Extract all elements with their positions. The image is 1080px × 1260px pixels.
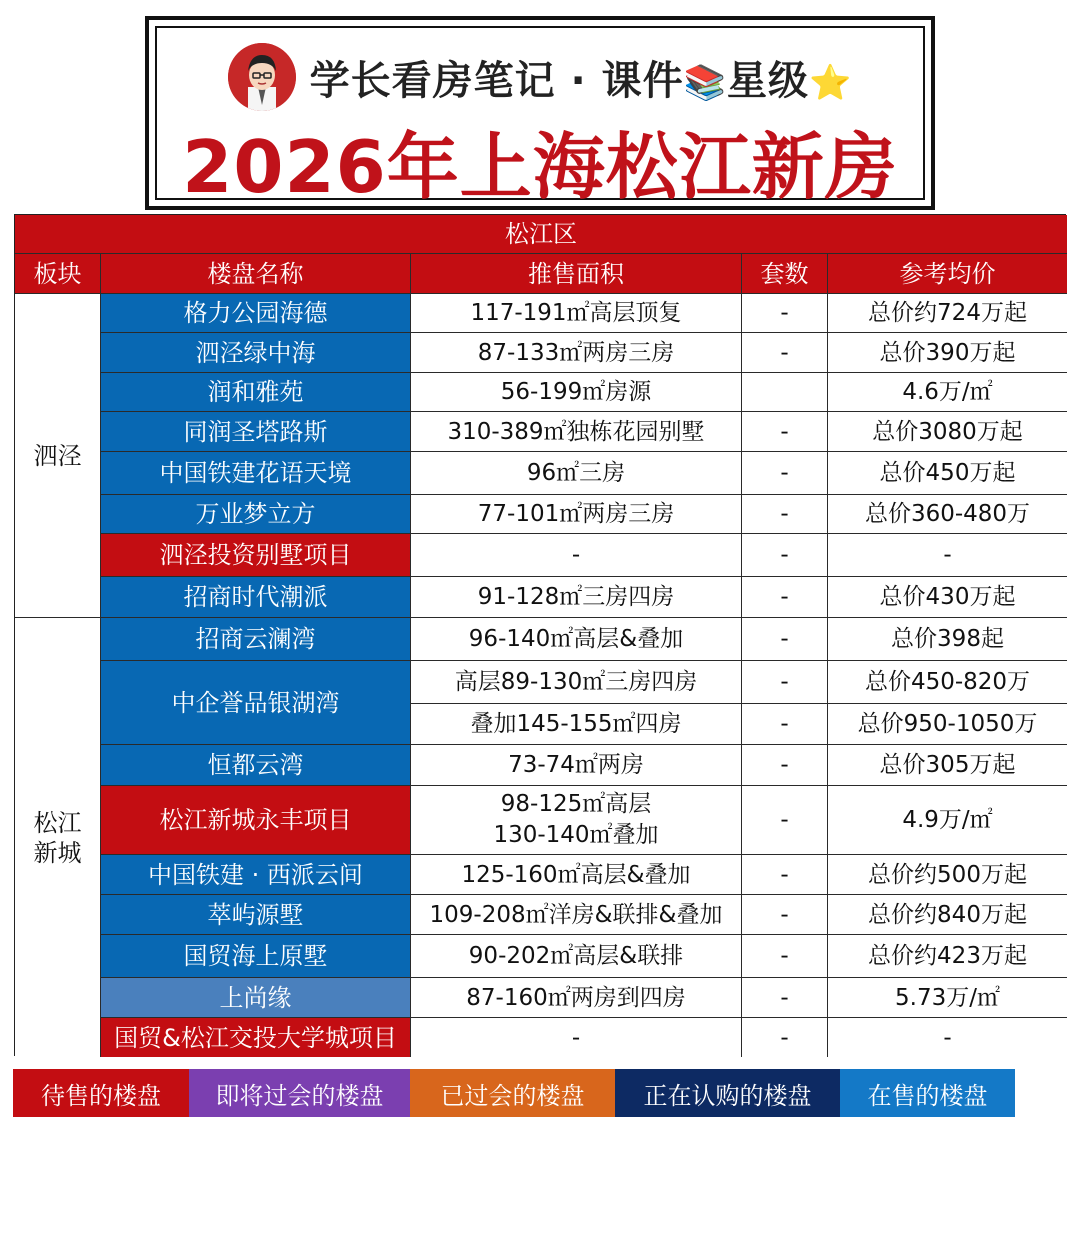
property-name[interactable]: 中国铁建 · 西派云间: [101, 855, 411, 895]
units-cell: -: [742, 452, 828, 495]
area-line: 130-140㎡叠加: [493, 822, 659, 848]
price-cell: -: [828, 1018, 1067, 1057]
property-name[interactable]: 润和雅苑: [101, 373, 411, 412]
cartoon-man-avatar-icon: [228, 43, 296, 111]
units-cell: [742, 373, 828, 412]
books-icon: 📚: [683, 62, 728, 103]
subtitle-row: [157, 42, 923, 112]
units-cell: -: [742, 895, 828, 935]
units-cell: -: [742, 1018, 828, 1057]
property-name[interactable]: 泗泾投资别墅项目: [101, 534, 411, 577]
price-cell: 总价950-1050万: [828, 704, 1067, 745]
area-cell: -: [411, 1018, 742, 1057]
price-cell: -: [828, 534, 1067, 577]
property-name[interactable]: 招商时代潮派: [101, 577, 411, 618]
property-name[interactable]: 松江新城永丰项目: [101, 786, 411, 855]
area-cell: [411, 786, 742, 855]
property-name[interactable]: 国贸海上原墅: [101, 935, 411, 978]
units-cell: -: [742, 294, 828, 333]
price-cell: 5.73万/㎡: [828, 978, 1067, 1018]
legend-item: 已过会的楼盘: [410, 1069, 615, 1117]
property-name[interactable]: 同润圣塔路斯: [101, 412, 411, 452]
legend-item: 在售的楼盘: [840, 1069, 1015, 1117]
price-cell: 总价305万起: [828, 745, 1067, 786]
area-cell: 高层89-130㎡三房四房: [411, 661, 742, 704]
price-cell: 总价约423万起: [828, 935, 1067, 978]
area-cell: 56-199㎡房源: [411, 373, 742, 412]
units-cell: -: [742, 786, 828, 855]
area-line: 98-125㎡高层: [500, 791, 652, 817]
property-name[interactable]: 格力公园海德: [101, 294, 411, 333]
district-header: 松江区: [15, 215, 1067, 254]
units-cell: -: [742, 978, 828, 1018]
area-cell: 87-160㎡两房到四房: [411, 978, 742, 1018]
subtitle-star-label: 星级: [727, 57, 810, 104]
star-icon: ⭐: [809, 62, 853, 103]
area-cell: 96㎡三房: [411, 452, 742, 495]
col-header-region: 板块: [15, 254, 101, 294]
area-cell: 77-101㎡两房三房: [411, 495, 742, 534]
area-cell: 91-128㎡三房四房: [411, 577, 742, 618]
property-name[interactable]: 萃屿源墅: [101, 895, 411, 935]
property-name[interactable]: 泗泾绿中海: [101, 333, 411, 373]
area-cell: 125-160㎡高层&叠加: [411, 855, 742, 895]
price-cell: 总价360-480万: [828, 495, 1067, 534]
property-name[interactable]: 国贸&松江交投大学城项目: [101, 1018, 411, 1057]
subtitle: [310, 49, 853, 106]
price-cell: 总价398起: [828, 618, 1067, 661]
title-box-inner-frame: [155, 26, 925, 209]
subtitle-text: 学长看房笔记 · 课件: [309, 57, 684, 104]
price-cell: 总价390万起: [828, 333, 1067, 373]
legend-item: 待售的楼盘: [13, 1069, 189, 1117]
price-cell: 总价3080万起: [828, 412, 1067, 452]
units-cell: -: [742, 935, 828, 978]
area-cell: 117-191㎡高层顶复: [411, 294, 742, 333]
col-header-name: 楼盘名称: [101, 254, 411, 294]
area-cell: 叠加145-155㎡四房: [411, 704, 742, 745]
area-cell: 310-389㎡独栋花园别墅: [411, 412, 742, 452]
area-cell: 90-202㎡高层&联排: [411, 935, 742, 978]
property-name[interactable]: 中国铁建花语天境: [101, 452, 411, 495]
property-name[interactable]: 万业梦立方: [101, 495, 411, 534]
area-cell: -: [411, 534, 742, 577]
price-cell: 总价约500万起: [828, 855, 1067, 895]
units-cell: -: [742, 855, 828, 895]
units-cell: -: [742, 495, 828, 534]
price-cell: 总价450-820万: [828, 661, 1067, 704]
area-cell: 73-74㎡两房: [411, 745, 742, 786]
units-cell: -: [742, 618, 828, 661]
col-header-price: 参考均价: [828, 254, 1067, 294]
property-name[interactable]: 中企誉品银湖湾: [101, 661, 411, 745]
price-cell: 总价430万起: [828, 577, 1067, 618]
price-cell: 总价约840万起: [828, 895, 1067, 935]
property-table: [14, 214, 1066, 1056]
property-name[interactable]: 招商云澜湾: [101, 618, 411, 661]
units-cell: -: [742, 534, 828, 577]
price-cell: 总价约724万起: [828, 294, 1067, 333]
title-box: [145, 16, 935, 210]
area-cell: 109-208㎡洋房&联排&叠加: [411, 895, 742, 935]
region-cell: 泗泾: [15, 294, 101, 618]
legend-item: 正在认购的楼盘: [615, 1069, 840, 1117]
col-header-units: 套数: [742, 254, 828, 294]
units-cell: -: [742, 661, 828, 704]
units-cell: -: [742, 745, 828, 786]
price-cell: 总价450万起: [828, 452, 1067, 495]
property-name[interactable]: 恒都云湾: [101, 745, 411, 786]
area-cell: 96-140㎡高层&叠加: [411, 618, 742, 661]
region-cell: 松江新城: [15, 618, 101, 1057]
units-cell: -: [742, 412, 828, 452]
area-cell: 87-133㎡两房三房: [411, 333, 742, 373]
price-cell: 4.6万/㎡: [828, 373, 1067, 412]
col-header-area: 推售面积: [411, 254, 742, 294]
property-name[interactable]: 上尚缘: [101, 978, 411, 1018]
legend-item: 即将过会的楼盘: [189, 1069, 410, 1117]
price-cell: 4.9万/㎡: [828, 786, 1067, 855]
units-cell: -: [742, 333, 828, 373]
units-cell: -: [742, 704, 828, 745]
units-cell: -: [742, 577, 828, 618]
page-title: 2026年上海松江新房: [182, 125, 898, 209]
